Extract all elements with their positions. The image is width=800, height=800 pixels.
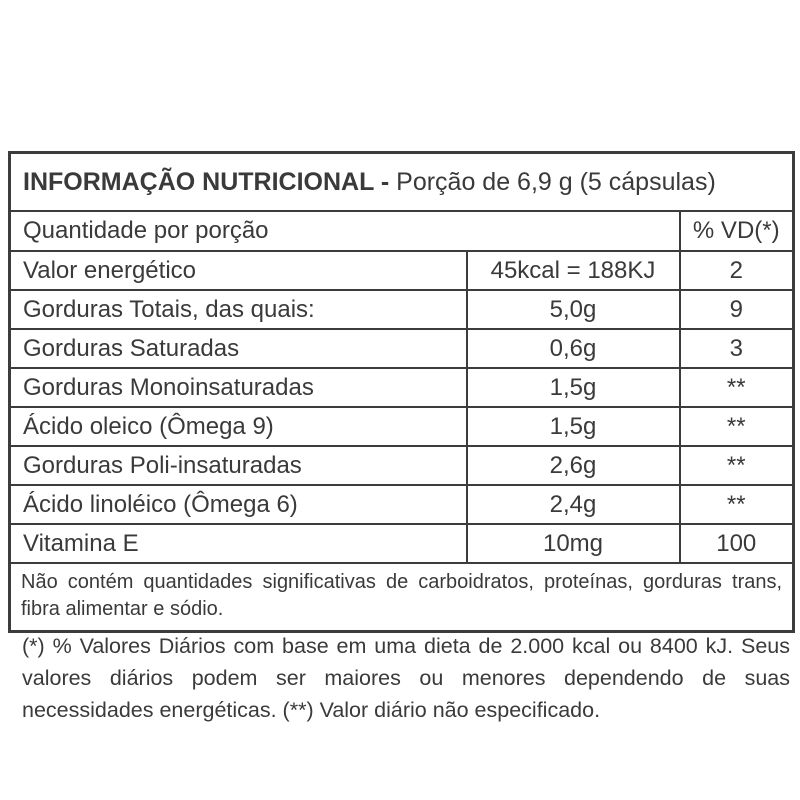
nutrient-daily-value: **	[680, 407, 794, 446]
no-significant-amounts-note: Não contém quantidades significativas de carboidratos, proteínas, gorduras trans, fibra alimentar e sódio.	[10, 563, 794, 632]
nutrient-amount: 10mg	[467, 524, 680, 563]
nutrient-daily-value: 9	[680, 290, 794, 329]
nutrient-daily-value: **	[680, 446, 794, 485]
table-row	[10, 329, 794, 368]
nutrient-daily-value: 2	[680, 251, 794, 290]
table-row	[10, 485, 794, 524]
nutrient-label: Ácido oleico (Ômega 9)	[10, 407, 467, 446]
table-title-bold: INFORMAÇÃO NUTRICIONAL -	[23, 167, 390, 196]
table-header-row	[10, 211, 794, 251]
nutrient-daily-value: **	[680, 368, 794, 407]
nutrient-amount: 2,6g	[467, 446, 680, 485]
nutrient-daily-value: **	[680, 485, 794, 524]
table-note-row	[10, 563, 794, 632]
nutrition-rows	[10, 251, 794, 563]
nutrient-label: Gorduras Saturadas	[10, 329, 467, 368]
nutrient-label: Gorduras Poli-insaturadas	[10, 446, 467, 485]
daily-values-footnote: (*) % Valores Diários com base em uma dieta de 2.000 kcal ou 8400 kJ. Seus valores diários podem ser maiores ou menores dependendo de suas necessidades energéticas. (**) Valor diário não especificado.	[22, 634, 790, 722]
nutrient-label: Valor energético	[10, 251, 467, 290]
nutrient-daily-value: 100	[680, 524, 794, 563]
table-row	[10, 524, 794, 563]
nutrient-amount: 2,4g	[467, 485, 680, 524]
nutrient-label: Ácido linoléico (Ômega 6)	[10, 485, 467, 524]
nutrient-amount: 0,6g	[467, 329, 680, 368]
nutrient-amount: 1,5g	[467, 368, 680, 407]
nutrient-label: Gorduras Monoinsaturadas	[10, 368, 467, 407]
table-row	[10, 251, 794, 290]
table-row	[10, 368, 794, 407]
nutrient-amount: 5,0g	[467, 290, 680, 329]
nutrient-amount: 45kcal = 188KJ	[467, 251, 680, 290]
nutrient-label: Gorduras Totais, das quais:	[10, 290, 467, 329]
table-row	[10, 290, 794, 329]
table-title-serving: Porção de 6,9 g (5 cápsulas)	[396, 167, 716, 196]
table-title	[10, 153, 794, 212]
table-row	[10, 446, 794, 485]
quantity-per-serving-header: Quantidade por porção	[10, 211, 680, 251]
nutrient-amount: 1,5g	[467, 407, 680, 446]
nutrient-daily-value: 3	[680, 329, 794, 368]
nutrition-facts-table	[8, 151, 795, 633]
nutrient-label: Vitamina E	[10, 524, 467, 563]
daily-value-header: % VD(*)	[680, 211, 794, 251]
table-row	[10, 407, 794, 446]
table-title-row	[10, 153, 794, 212]
